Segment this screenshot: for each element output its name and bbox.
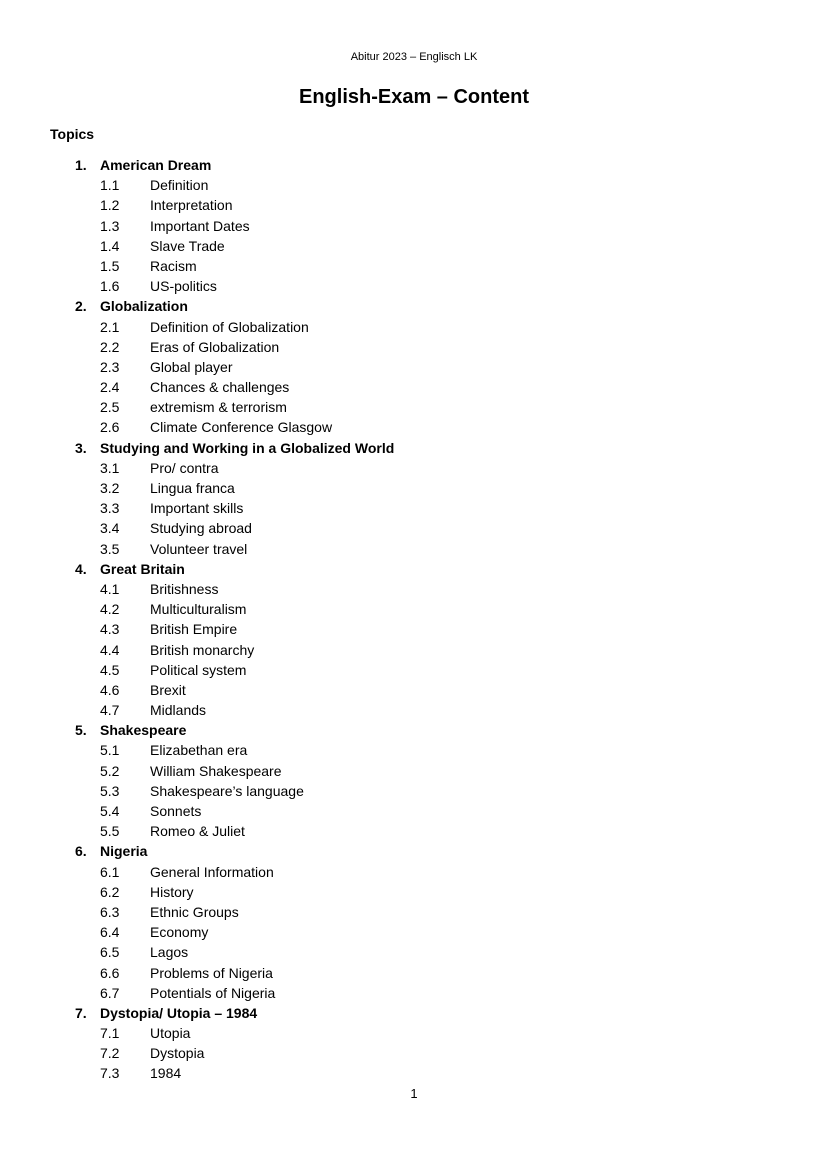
subtopic-item <box>0 761 828 781</box>
subtopic-title: British monarchy <box>150 641 255 658</box>
subtopic-number: 1.3 <box>100 217 120 234</box>
subtopic-title: Potentials of Nigeria <box>150 984 276 1001</box>
subtopic-title: Lingua franca <box>150 480 235 496</box>
subtopic-item <box>0 942 828 962</box>
topic-title: Great Britain <box>100 560 185 577</box>
subtopic-title: British Empire <box>150 621 238 638</box>
subtopic-item <box>0 498 828 518</box>
subtopic-item <box>0 539 828 559</box>
subtopic-item <box>0 599 828 619</box>
subtopic-number: 6.5 <box>100 944 120 961</box>
subtopic-title: Economy <box>150 924 209 941</box>
subtopic-item <box>0 821 828 841</box>
subtopic-item <box>0 377 828 397</box>
subtopic-number: 3.1 <box>100 459 120 476</box>
subtopic-item <box>0 478 828 498</box>
subtopic-number: 3.3 <box>100 500 120 517</box>
subtopic-title: Midlands <box>150 702 207 719</box>
subtopic-number: 6.7 <box>100 984 120 1001</box>
subtopic-item <box>0 640 828 660</box>
topic-title: Shakespeare <box>100 722 187 739</box>
subtopic-title: Global player <box>150 358 233 375</box>
subtopic-number: 2.1 <box>100 318 120 335</box>
subtopic-title: Volunteer travel <box>150 540 248 557</box>
subtopic-number: 4.7 <box>100 702 120 719</box>
subtopic-item <box>0 902 828 922</box>
subtopic-number: 2.5 <box>100 399 120 416</box>
subtopic-title: Interpretation <box>150 197 233 214</box>
topic-item <box>0 720 828 740</box>
subtopic-number: 7.1 <box>100 1025 120 1042</box>
subtopic-number: 1.4 <box>100 237 120 254</box>
subtopic-item <box>0 1043 828 1063</box>
subtopic-item <box>0 1023 828 1043</box>
subtopic-item <box>0 256 828 276</box>
subtopic-title: Romeo & Juliet <box>150 823 245 840</box>
subtopic-item <box>0 922 828 942</box>
subtopic-item <box>0 518 828 538</box>
subtopic-title: Definition of Globalization <box>150 318 309 335</box>
subtopic-number: 6.4 <box>100 924 120 941</box>
subtopic-title: Shakespeare’s language <box>150 782 304 799</box>
subtopic-number: 6.3 <box>100 903 120 920</box>
subtopic-number: 7.3 <box>100 1065 120 1082</box>
topic-item <box>0 155 828 175</box>
subtopic-item <box>0 963 828 983</box>
subtopic-number: 6.2 <box>100 883 120 900</box>
subtopic-title: Pro/ contra <box>150 459 219 476</box>
subtopic-item <box>0 579 828 599</box>
subtopic-item <box>0 216 828 236</box>
topic-number: 3. <box>75 439 87 456</box>
subtopic-number: 4.2 <box>100 601 120 618</box>
subtopic-title: Britishness <box>150 580 219 597</box>
subtopic-title: Important skills <box>150 500 244 517</box>
subtopic-item <box>0 801 828 821</box>
subtopic-number: 7.2 <box>100 1045 120 1062</box>
subtopic-title: Racism <box>150 257 197 274</box>
subtopic-title: General Information <box>150 863 274 880</box>
subtopic-title: Studying abroad <box>150 520 252 537</box>
subtopic-number: 5.3 <box>100 782 120 799</box>
subtopic-number: 3.5 <box>100 540 120 557</box>
subtopic-title: Utopia <box>150 1025 191 1042</box>
topic-title: Studying and Working in a Globalized World <box>100 439 395 456</box>
subtopic-item <box>0 337 828 357</box>
topic-number: 2. <box>75 298 87 315</box>
subtopic-number: 6.1 <box>100 863 120 880</box>
subtopic-number: 2.4 <box>100 379 120 396</box>
topic-number: 1. <box>75 157 87 173</box>
subtopic-item <box>0 680 828 700</box>
topic-number: 4. <box>75 560 87 577</box>
topic-item <box>0 438 828 458</box>
subtopic-item <box>0 660 828 680</box>
subtopic-number: 5.2 <box>100 762 120 779</box>
page-header: Abitur 2023 – Englisch LK <box>350 51 478 63</box>
topic-number: 7. <box>75 1004 87 1021</box>
subtopic-number: 5.5 <box>100 823 120 840</box>
subtopic-title: Problems of Nigeria <box>150 964 273 981</box>
subtopic-title: Slave Trade <box>150 237 225 254</box>
subtopic-number: 4.3 <box>100 621 120 638</box>
topic-title: Globalization <box>100 298 188 315</box>
subtopic-item <box>0 781 828 801</box>
subtopic-item <box>0 458 828 478</box>
subtopic-item <box>0 983 828 1003</box>
subtopic-title: Ethnic Groups <box>150 903 239 920</box>
subtopic-item <box>0 862 828 882</box>
subtopic-title: Definition <box>150 177 209 194</box>
topic-item <box>0 559 828 579</box>
subtopic-number: 3.2 <box>100 480 120 496</box>
subtopic-title: Chances & challenges <box>150 379 290 396</box>
topic-number: 6. <box>75 843 87 860</box>
subtopic-item <box>0 276 828 296</box>
subtopic-item <box>0 317 828 337</box>
subtopic-title: Eras of Globalization <box>150 338 280 355</box>
subtopic-item <box>0 236 828 256</box>
topic-title: Dystopia/ Utopia – 1984 <box>100 1004 258 1021</box>
subtopic-number: 1.5 <box>100 257 120 274</box>
topics-heading: Topics <box>50 126 95 142</box>
subtopic-title: Sonnets <box>150 803 202 819</box>
topic-item <box>0 296 828 316</box>
topic-title: Nigeria <box>100 843 148 860</box>
subtopic-number: 5.4 <box>100 803 120 819</box>
subtopic-number: 4.4 <box>100 641 120 658</box>
topic-item <box>0 1003 828 1023</box>
subtopic-title: Elizabethan era <box>150 742 248 759</box>
subtopic-item <box>0 417 828 437</box>
subtopic-item <box>0 357 828 377</box>
subtopic-title: William Shakespeare <box>150 762 282 779</box>
subtopic-item <box>0 1063 828 1083</box>
subtopic-item <box>0 700 828 720</box>
subtopic-title: Dystopia <box>150 1045 205 1062</box>
subtopic-title: Climate Conference Glasgow <box>150 419 333 436</box>
subtopic-number: 6.6 <box>100 964 120 981</box>
subtopic-title: 1984 <box>150 1065 182 1082</box>
subtopic-item <box>0 740 828 760</box>
topic-list <box>0 155 828 1084</box>
subtopic-title: Brexit <box>150 681 186 698</box>
subtopic-number: 4.6 <box>100 681 120 698</box>
page-number: 1 <box>410 1086 418 1101</box>
subtopic-number: 4.1 <box>100 580 120 597</box>
subtopic-title: Lagos <box>150 944 189 961</box>
subtopic-title: Political system <box>150 661 247 678</box>
subtopic-title: extremism & terrorism <box>150 399 287 416</box>
subtopic-item <box>0 397 828 417</box>
subtopic-number: 4.5 <box>100 661 120 678</box>
subtopic-number: 2.6 <box>100 419 120 436</box>
subtopic-number: 2.2 <box>100 338 120 355</box>
topic-number: 5. <box>75 722 87 739</box>
subtopic-title: Multiculturalism <box>150 601 247 618</box>
subtopic-title: US-politics <box>150 278 217 295</box>
subtopic-number: 5.1 <box>100 742 120 759</box>
subtopic-item <box>0 175 828 195</box>
topic-title: American Dream <box>100 157 212 173</box>
subtopic-item <box>0 195 828 215</box>
subtopic-number: 1.1 <box>100 177 120 194</box>
subtopic-title: History <box>150 883 194 900</box>
subtopic-item <box>0 882 828 902</box>
subtopic-number: 1.6 <box>100 278 120 295</box>
subtopic-number: 2.3 <box>100 358 120 375</box>
page-title: English-Exam – Content <box>298 86 530 108</box>
subtopic-number: 3.4 <box>100 520 120 537</box>
subtopic-title: Important Dates <box>150 217 250 234</box>
topic-item <box>0 841 828 861</box>
subtopic-item <box>0 619 828 639</box>
subtopic-number: 1.2 <box>100 197 120 214</box>
